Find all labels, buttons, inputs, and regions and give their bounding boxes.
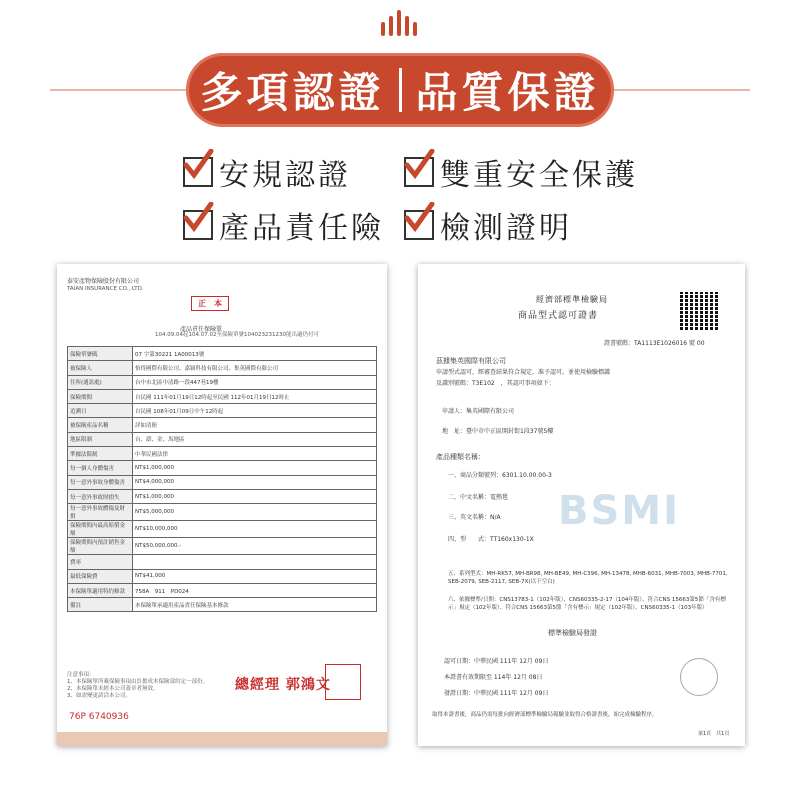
cert-name-en: 三、英文名稱：N/A — [448, 514, 501, 521]
cert-number: 證書號碼：TA1113E1026016 號 00 — [604, 340, 705, 347]
row-label: 本保險單適用特約條款 — [68, 583, 133, 597]
cert-standards: 六、依據標準/日期：CNS13783-1（102年版）、CNS60335-2-17（104年版）、符合CNS 15663第5節「含有標示」規定（102年版）、符合CNS 15663第5節「含有標示」規定（102年版）、CNS60335-1（103年版） — [448, 597, 726, 611]
cert-product-type: 產品種類名稱： — [436, 453, 485, 461]
row-label: 每一意外事故身體傷害 — [68, 475, 133, 489]
official-seal-icon — [680, 658, 718, 696]
row-label: 保險單號碼 — [68, 347, 133, 361]
table-row — [68, 447, 377, 461]
cert-line2: 申請型式認可，經審查結果符合規定，准予認可，並使用檢驗標識 — [436, 369, 611, 376]
top-decoration-icon — [0, 0, 800, 60]
row-value: 怡得國際有限公司、嘉穎科技有限公司、集英國際有限公司 — [133, 361, 377, 375]
row-value — [133, 555, 377, 569]
cert-applicant: 申請人：集英國際有限公司 — [442, 408, 515, 415]
cert-footer-note: 取得本證書後，商品仍需每批向經濟部標準檢驗局報驗並取得合格證書後，始完成檢驗程序。 — [432, 712, 658, 718]
insurer-name: 泰安產物保險股份有限公司 — [67, 278, 140, 285]
cert-approved-date: 認可日期：中華民國 111年 12月 09日 — [444, 658, 549, 665]
cert-issued-date: 發證日期：中華民國 111年 12月 09日 — [444, 690, 549, 697]
row-label: 每一意外事故體傷及財損 — [68, 504, 133, 521]
cert-holder: 茲據集英國際有限公司 — [436, 357, 506, 365]
bsmi-certificate-document — [418, 264, 745, 746]
row-value: NT$1,000,000 — [133, 461, 377, 475]
table-row — [68, 347, 377, 361]
cert-name-cn: 二、中文名稱：電熱毯 — [448, 494, 509, 501]
row-label: 保險期間內最高賠償金額 — [68, 521, 133, 538]
row-value: NT$50,000,000.- — [133, 538, 377, 555]
feature-liability-insurance: 產品責任險 — [183, 203, 384, 247]
cert-org: 經濟部標準檢驗局 — [536, 295, 608, 304]
row-value: NT$10,000,000 — [133, 521, 377, 538]
row-label: 準據法限制 — [68, 447, 133, 461]
feature-test-certificate: 檢測證明 — [404, 203, 572, 247]
row-label: 保險期間 — [68, 389, 133, 403]
row-value: NT$5,000,000 — [133, 504, 377, 521]
cert-series: 五、系列型式：MH-RK57, MH-BR98, MH-BE49, MH-C396, MH-13478, MHB-6031, MHB-7003, MHB-7701, SEB-2079, SEB-2117, SEB-7X(以下空白) — [448, 571, 728, 585]
table-row — [68, 432, 377, 446]
checkbox-checked-icon — [183, 157, 213, 187]
cert-line3: 及識別號碼：T3E102 ，其認可事項如下： — [436, 380, 555, 387]
row-value: 自民國 111年01月19日12時起至民國 112年01月19日12時止 — [133, 389, 377, 403]
qr-code-icon — [680, 292, 718, 330]
row-label: 備註 — [68, 598, 133, 612]
policy-serial: 76P 6740936 — [69, 712, 129, 722]
notes-block: 注意事項： 1、本保險單所載保險事項由負擔成本保險部約定一部份。 2、本保險單未經本公司蓋章者無效。 3、如需變更請洽本公司。 — [67, 672, 209, 699]
cert-address: 地 址：臺中市中正區開封街1段37號5樓 — [442, 428, 554, 435]
original-stamp: 正 本 — [191, 296, 229, 311]
row-value: 07 字第30221 1A00013號 — [133, 347, 377, 361]
table-row — [68, 569, 377, 583]
row-label: 每一意外事故財損失 — [68, 489, 133, 503]
table-row — [68, 504, 377, 521]
feature-double-protection: 雙重安全保護 — [404, 150, 638, 194]
row-value: NT$1,000,000 — [133, 489, 377, 503]
row-label: 每一個人身體傷害 — [68, 461, 133, 475]
banner-divider — [399, 68, 402, 112]
feature-safety-cert: 安規認證 — [183, 150, 351, 194]
checkbox-checked-icon — [183, 210, 213, 240]
row-value: 台中市北區中清路一段447巷19樓 — [133, 375, 377, 389]
policy-title: 產品責任保險單 — [180, 326, 223, 333]
row-label: 費率 — [68, 555, 133, 569]
row-value: NT$41,000 — [133, 569, 377, 583]
cert-model: 四、型 式：TT160x130-1X — [448, 536, 534, 543]
row-value: 758A 911 PD024 — [133, 583, 377, 597]
cert-expiry-date: 本證書有效期限至 114年 12月 08日 — [444, 674, 543, 681]
banner-line-right — [614, 89, 750, 91]
table-row — [68, 521, 377, 538]
cert-ccc: 一、商品分類號列：6301.10.00.00-3 — [448, 472, 552, 479]
row-label: 被保險人 — [68, 361, 133, 375]
table-row — [68, 404, 377, 418]
bsmi-watermark: BSMI — [558, 488, 680, 534]
seal-stamp-icon — [325, 664, 361, 700]
banner-right-text: 品質保證 — [415, 68, 600, 117]
policy-footer-strip — [57, 732, 387, 746]
table-row — [68, 361, 377, 375]
table-row — [68, 389, 377, 403]
row-value: 詳如清冊 — [133, 418, 377, 432]
row-value: 中華民國法律 — [133, 447, 377, 461]
policy-dates: 104.09.04起104.07.02至保險單號104023231230能出適仍付可 — [155, 332, 319, 338]
table-row — [68, 461, 377, 475]
banner-line-left — [50, 89, 186, 91]
banner-left-text: 多項認證 — [200, 68, 385, 117]
row-label: 保險期間內預計銷售金額 — [68, 538, 133, 555]
table-row — [68, 555, 377, 569]
table-row — [68, 598, 377, 612]
checkbox-checked-icon — [404, 210, 434, 240]
table-row — [68, 538, 377, 555]
cert-title: 商品型式認可證書 — [518, 311, 599, 321]
insurer-name-en: TAIAN INSURANCE CO., LTD. — [67, 286, 144, 292]
cert-issue-title: 標準檢驗局發證 — [548, 629, 597, 637]
table-row — [68, 583, 377, 597]
row-label: 地區限制 — [68, 432, 133, 446]
headline-banner — [186, 53, 614, 127]
row-label: 住所(通訊處) — [68, 375, 133, 389]
row-label: 被保險產品名稱 — [68, 418, 133, 432]
checkbox-checked-icon — [404, 157, 434, 187]
manager-signature: 總經理 郭鴻文 — [235, 677, 331, 693]
row-value: 台、澎、金、馬地區 — [133, 432, 377, 446]
cert-page: 第1頁 共1頁 — [698, 731, 730, 737]
row-value: NT$4,000,000 — [133, 475, 377, 489]
row-value: 自民國 108年01月09日中午12時起 — [133, 404, 377, 418]
table-row — [68, 489, 377, 503]
table-row — [68, 375, 377, 389]
policy-table — [67, 346, 377, 612]
table-row — [68, 418, 377, 432]
row-label: 最低保險費 — [68, 569, 133, 583]
row-label: 追溯日 — [68, 404, 133, 418]
insurance-policy-document — [57, 264, 387, 746]
row-value: 本保險單承適用產品責任保險基本條款 — [133, 598, 377, 612]
table-row — [68, 475, 377, 489]
